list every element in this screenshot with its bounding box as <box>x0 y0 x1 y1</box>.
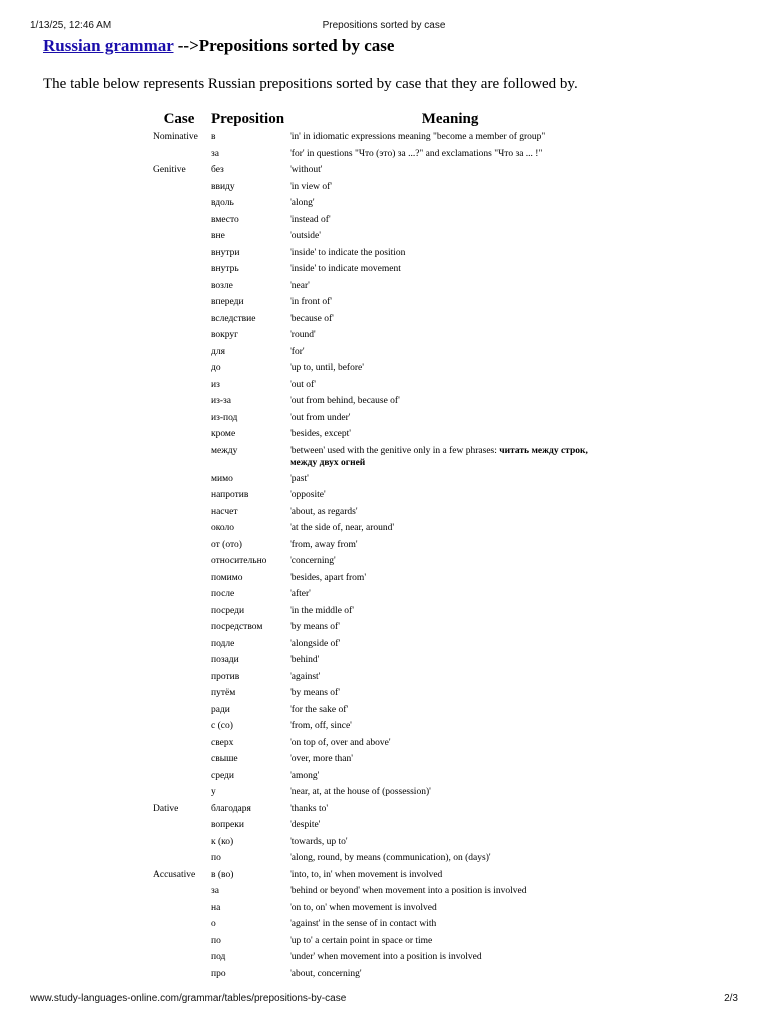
table-row <box>150 553 613 570</box>
preposition-cell: посреди <box>211 605 245 616</box>
preposition-cell: вдоль <box>211 198 234 208</box>
table-row <box>150 570 613 587</box>
table-row <box>150 603 613 620</box>
meaning-text: 'about, concerning' <box>290 968 362 979</box>
case-cell <box>150 520 208 537</box>
meaning-cell <box>287 443 613 471</box>
meaning-text: 'past' <box>290 473 309 484</box>
meaning-cell <box>287 294 613 311</box>
case-cell <box>150 916 208 933</box>
print-datetime: 1/13/25, 12:46 AM <box>30 20 112 31</box>
preposition-cell: сверх <box>211 737 234 748</box>
case-cell <box>150 702 208 719</box>
meaning-cell <box>287 900 613 917</box>
meaning-cell <box>287 603 613 620</box>
meaning-cell <box>287 718 613 735</box>
case-cell <box>150 834 208 851</box>
case-cell <box>150 850 208 867</box>
preposition-cell: после <box>211 589 235 599</box>
preposition-cell: возле <box>211 280 233 291</box>
table-row <box>150 718 613 735</box>
preposition-cell: относительно <box>211 556 267 566</box>
meaning-text: 'for the sake of' <box>290 704 349 715</box>
meaning-text: 'by means of' <box>290 622 340 632</box>
meaning-cell <box>287 949 613 966</box>
meaning-cell <box>287 344 613 361</box>
table-row <box>150 867 613 884</box>
table-row <box>150 619 613 636</box>
preposition-cell: от (ото) <box>211 539 242 550</box>
header-meaning: Meaning <box>421 111 479 127</box>
preposition-cell: ввиду <box>211 181 235 192</box>
meaning-text: 'along' <box>290 198 315 208</box>
meaning-text: 'despite' <box>290 820 321 830</box>
meaning-cell <box>287 537 613 554</box>
meaning-cell <box>287 162 613 179</box>
case-cell <box>150 245 208 262</box>
table-row <box>150 966 613 983</box>
table-row <box>150 471 613 488</box>
preposition-cell: вследствие <box>211 313 256 324</box>
preposition-cell: о <box>211 919 216 929</box>
case-cell <box>150 504 208 521</box>
meaning-text: 'in the middle of' <box>290 605 354 616</box>
table-row <box>150 426 613 443</box>
case-cell <box>150 933 208 950</box>
table-row <box>150 179 613 196</box>
table-row <box>150 261 613 278</box>
meaning-text: 'for' <box>290 346 305 357</box>
preposition-cell: по <box>211 853 221 863</box>
preposition-cell: кроме <box>211 429 236 439</box>
case-cell <box>150 487 208 504</box>
case-cell <box>150 570 208 587</box>
preposition-cell: вокруг <box>211 330 239 340</box>
table-row <box>150 669 613 686</box>
case-cell <box>150 212 208 229</box>
meaning-text: 'at the side of, near, around' <box>290 523 395 533</box>
case-cell <box>150 179 208 196</box>
meaning-text: 'between' used with the genitive only in a few phrases: <box>290 445 500 456</box>
table-row <box>150 883 613 900</box>
meaning-cell <box>287 652 613 669</box>
table-row <box>150 278 613 295</box>
page-title <box>43 36 394 56</box>
table-row <box>150 537 613 554</box>
preposition-cell: из-за <box>211 396 231 406</box>
preposition-cell: против <box>211 671 240 682</box>
meaning-text: 'up to, until, before' <box>290 363 364 373</box>
preposition-cell: к (ко) <box>211 836 234 847</box>
case-cell <box>150 636 208 653</box>
meaning-cell <box>287 410 613 427</box>
preposition-cell: с (со) <box>211 721 233 731</box>
preposition-cell: подле <box>211 638 235 649</box>
preposition-cell: благодаря <box>211 803 251 814</box>
table-row <box>150 768 613 785</box>
meaning-cell <box>287 933 613 950</box>
meaning-cell <box>287 228 613 245</box>
case-cell <box>150 471 208 488</box>
meaning-text: 'outside' <box>290 231 321 241</box>
meaning-cell <box>287 768 613 785</box>
preposition-cell: на <box>211 902 221 913</box>
preposition-cell: для <box>211 346 225 357</box>
meaning-text: 'over, more than' <box>290 754 353 764</box>
meaning-text: 'for' in questions "Что (это) за ...?" and exclamations "Что за ... !" <box>290 148 543 159</box>
case-cell <box>150 883 208 900</box>
preposition-cell: около <box>211 523 234 533</box>
meaning-text: 'without' <box>290 165 323 175</box>
meaning-text: 'instead of' <box>290 214 331 225</box>
preposition-cell: впереди <box>211 297 244 307</box>
meaning-text: 'near, at, at the house of (possession)' <box>290 787 431 797</box>
preposition-cell: помимо <box>211 572 243 583</box>
meaning-text: 'by means of' <box>290 688 340 698</box>
meaning-text: 'alongside of' <box>290 638 341 649</box>
meaning-cell <box>287 261 613 278</box>
case-cell <box>150 586 208 603</box>
case-cell <box>150 393 208 410</box>
table-row <box>150 735 613 752</box>
meaning-cell <box>287 834 613 851</box>
meaning-text: 'about, as regards' <box>290 506 358 517</box>
meaning-cell <box>287 311 613 328</box>
case-cell <box>150 443 208 471</box>
meaning-text: 'besides, except' <box>290 429 351 439</box>
meaning-text: 'concerning' <box>290 556 336 566</box>
preposition-cell: насчет <box>211 506 238 517</box>
meaning-cell <box>287 669 613 686</box>
preposition-cell: мимо <box>211 473 233 484</box>
case-cell <box>150 146 208 163</box>
table-row <box>150 146 613 163</box>
print-doc-title: Prepositions sorted by case <box>322 20 446 31</box>
meaning-text: 'up to' a certain point in space or time <box>290 935 433 946</box>
meaning-cell <box>287 553 613 570</box>
print-url: www.study-languages-online.com/grammar/tables/prepositions-by-case <box>30 993 347 1004</box>
preposition-cell: про <box>211 968 226 979</box>
meaning-text: 'in front of' <box>290 297 333 307</box>
preposition-cell: из-под <box>211 412 238 423</box>
meaning-cell <box>287 195 613 212</box>
table-row <box>150 294 613 311</box>
table-row <box>150 949 613 966</box>
case-cell <box>150 768 208 785</box>
table-row <box>150 327 613 344</box>
table-row <box>150 410 613 427</box>
case-cell <box>150 195 208 212</box>
preposition-cell: в <box>211 132 216 142</box>
meaning-cell <box>287 360 613 377</box>
meaning-cell <box>287 146 613 163</box>
meaning-text: 'on to, on' when movement is involved <box>290 902 437 913</box>
meaning-text: 'out from behind, because of' <box>290 396 400 406</box>
preposition-cell: ради <box>211 704 230 715</box>
meaning-cell <box>287 685 613 702</box>
meaning-text: 'under' when movement into a position is involved <box>290 952 482 962</box>
case-cell <box>150 817 208 834</box>
preposition-cell: из <box>211 379 220 390</box>
case-cell <box>150 949 208 966</box>
table-row <box>150 228 613 245</box>
meaning-cell <box>287 916 613 933</box>
table-row <box>150 801 613 818</box>
meaning-cell <box>287 520 613 537</box>
table-row <box>150 487 613 504</box>
meaning-text: 'on top of, over and above' <box>290 737 391 748</box>
preposition-cell: внутри <box>211 247 240 258</box>
table-row <box>150 520 613 537</box>
preposition-cell: между <box>211 445 238 456</box>
case-cell <box>150 751 208 768</box>
meaning-cell <box>287 751 613 768</box>
table-row <box>150 702 613 719</box>
table-row <box>150 850 613 867</box>
case-cell: Genitive <box>153 165 186 175</box>
table-row <box>150 311 613 328</box>
table-row <box>150 377 613 394</box>
meaning-text: 'round' <box>290 330 316 340</box>
case-cell <box>150 377 208 394</box>
meaning-cell <box>287 735 613 752</box>
print-page-number: 2/3 <box>724 993 738 1004</box>
table-row <box>150 443 613 471</box>
case-cell <box>150 426 208 443</box>
meaning-text: 'against' in the sense of in contact with <box>290 919 437 929</box>
case-cell <box>150 685 208 702</box>
preposition-cell: среди <box>211 770 234 781</box>
case-cell <box>150 344 208 361</box>
meaning-cell <box>287 619 613 636</box>
case-cell <box>150 327 208 344</box>
case-cell: Accusative <box>153 869 196 880</box>
meaning-cell <box>287 487 613 504</box>
table-row <box>150 212 613 229</box>
preposition-cell: напротив <box>211 490 249 500</box>
table-row <box>150 586 613 603</box>
case-cell <box>150 966 208 983</box>
page-title-rest: -->Prepositions sorted by case <box>173 36 395 55</box>
meaning-cell <box>287 801 613 818</box>
table-row <box>150 360 613 377</box>
meaning-cell <box>287 702 613 719</box>
meaning-text: 'into, to, in' when movement is involved <box>290 869 443 880</box>
intro-text: The table below represents Russian prepositions sorted by case that they are followed by. <box>43 76 578 92</box>
meaning-cell <box>287 179 613 196</box>
preposition-cell: без <box>211 165 224 175</box>
meaning-cell <box>287 966 613 983</box>
preposition-cell: путём <box>211 688 236 698</box>
table-row <box>150 784 613 801</box>
table-row <box>150 652 613 669</box>
meaning-text: 'after' <box>290 589 311 599</box>
table-row <box>150 504 613 521</box>
meaning-cell <box>287 426 613 443</box>
meaning-cell <box>287 850 613 867</box>
table-row <box>150 817 613 834</box>
meaning-text: 'towards, up to' <box>290 836 348 847</box>
meaning-cell <box>287 636 613 653</box>
table-row <box>150 245 613 262</box>
table-row <box>150 916 613 933</box>
case-cell <box>150 735 208 752</box>
meaning-text: 'in' in idiomatic expressions meaning "become a member of group" <box>290 132 546 142</box>
meaning-cell <box>287 867 613 884</box>
meaning-cell <box>287 278 613 295</box>
meaning-text: 'inside' to indicate movement <box>290 264 401 274</box>
case-cell <box>150 652 208 669</box>
case-cell <box>150 278 208 295</box>
meaning-example-phrases: читать между строк, между двух огней <box>290 445 588 468</box>
table-row <box>150 933 613 950</box>
preposition-cell: за <box>211 886 219 896</box>
preposition-cell: за <box>211 148 219 159</box>
meaning-cell <box>287 471 613 488</box>
table-header-row <box>150 109 613 129</box>
meaning-text: 'out of' <box>290 379 316 390</box>
meaning-text: 'behind' <box>290 655 320 665</box>
meaning-cell <box>287 570 613 587</box>
case-cell <box>150 619 208 636</box>
preposition-cell: вопреки <box>211 820 244 830</box>
case-cell <box>150 537 208 554</box>
meaning-text: 'against' <box>290 671 321 682</box>
meaning-text: 'near' <box>290 280 310 291</box>
table-row <box>150 834 613 851</box>
table-row <box>150 636 613 653</box>
meaning-cell <box>287 245 613 262</box>
prepositions-table <box>150 109 613 982</box>
russian-grammar-link[interactable]: Russian grammar <box>43 36 174 55</box>
table-row <box>150 393 613 410</box>
case-cell: Nominative <box>153 132 198 142</box>
case-cell: Dative <box>153 803 179 814</box>
meaning-cell <box>287 586 613 603</box>
case-cell <box>150 718 208 735</box>
meaning-cell <box>287 377 613 394</box>
case-cell <box>150 261 208 278</box>
table-row <box>150 685 613 702</box>
case-cell <box>150 669 208 686</box>
case-cell <box>150 410 208 427</box>
case-cell <box>150 900 208 917</box>
meaning-cell <box>287 327 613 344</box>
preposition-cell: свыше <box>211 754 238 764</box>
meaning-cell <box>287 504 613 521</box>
meaning-cell <box>287 393 613 410</box>
preposition-cell: у <box>211 787 216 797</box>
preposition-cell: вместо <box>211 214 239 225</box>
preposition-cell: позади <box>211 655 239 665</box>
preposition-cell: в (во) <box>211 869 234 880</box>
preposition-cell: под <box>211 952 226 962</box>
case-cell <box>150 228 208 245</box>
table-row <box>150 751 613 768</box>
meaning-text: 'along, round, by means (communication), on (days)' <box>290 853 491 863</box>
meaning-text: 'inside' to indicate the position <box>290 247 406 258</box>
case-cell <box>150 784 208 801</box>
meaning-cell <box>287 784 613 801</box>
preposition-cell: по <box>211 935 221 946</box>
meaning-text: 'from, off, since' <box>290 721 352 731</box>
table-row <box>150 162 613 179</box>
table-row <box>150 195 613 212</box>
case-cell <box>150 360 208 377</box>
case-cell <box>150 311 208 328</box>
preposition-cell: до <box>211 363 221 373</box>
meaning-text: 'besides, apart from' <box>290 572 367 583</box>
meaning-text: 'in view of' <box>290 181 333 192</box>
meaning-cell <box>287 883 613 900</box>
preposition-cell: посредством <box>211 622 263 632</box>
meaning-cell <box>287 129 613 146</box>
meaning-text: 'among' <box>290 770 320 781</box>
meaning-text: 'opposite' <box>290 490 326 500</box>
table-row <box>150 900 613 917</box>
meaning-text: 'out from under' <box>290 412 351 423</box>
meaning-text: 'from, away from' <box>290 539 358 550</box>
header-case: Case <box>163 111 195 127</box>
preposition-cell: внутрь <box>211 264 239 274</box>
meaning-cell <box>287 212 613 229</box>
meaning-text: 'behind or beyond' when movement into a position is involved <box>290 886 527 896</box>
case-cell <box>150 294 208 311</box>
meaning-text: 'because of' <box>290 313 334 324</box>
meaning-cell <box>287 817 613 834</box>
table-row <box>150 129 613 146</box>
header-preposition: Preposition <box>211 111 285 127</box>
meaning-text: 'thanks to' <box>290 803 329 814</box>
table-row <box>150 344 613 361</box>
preposition-cell: вне <box>211 231 225 241</box>
case-cell <box>150 553 208 570</box>
case-cell <box>150 603 208 620</box>
